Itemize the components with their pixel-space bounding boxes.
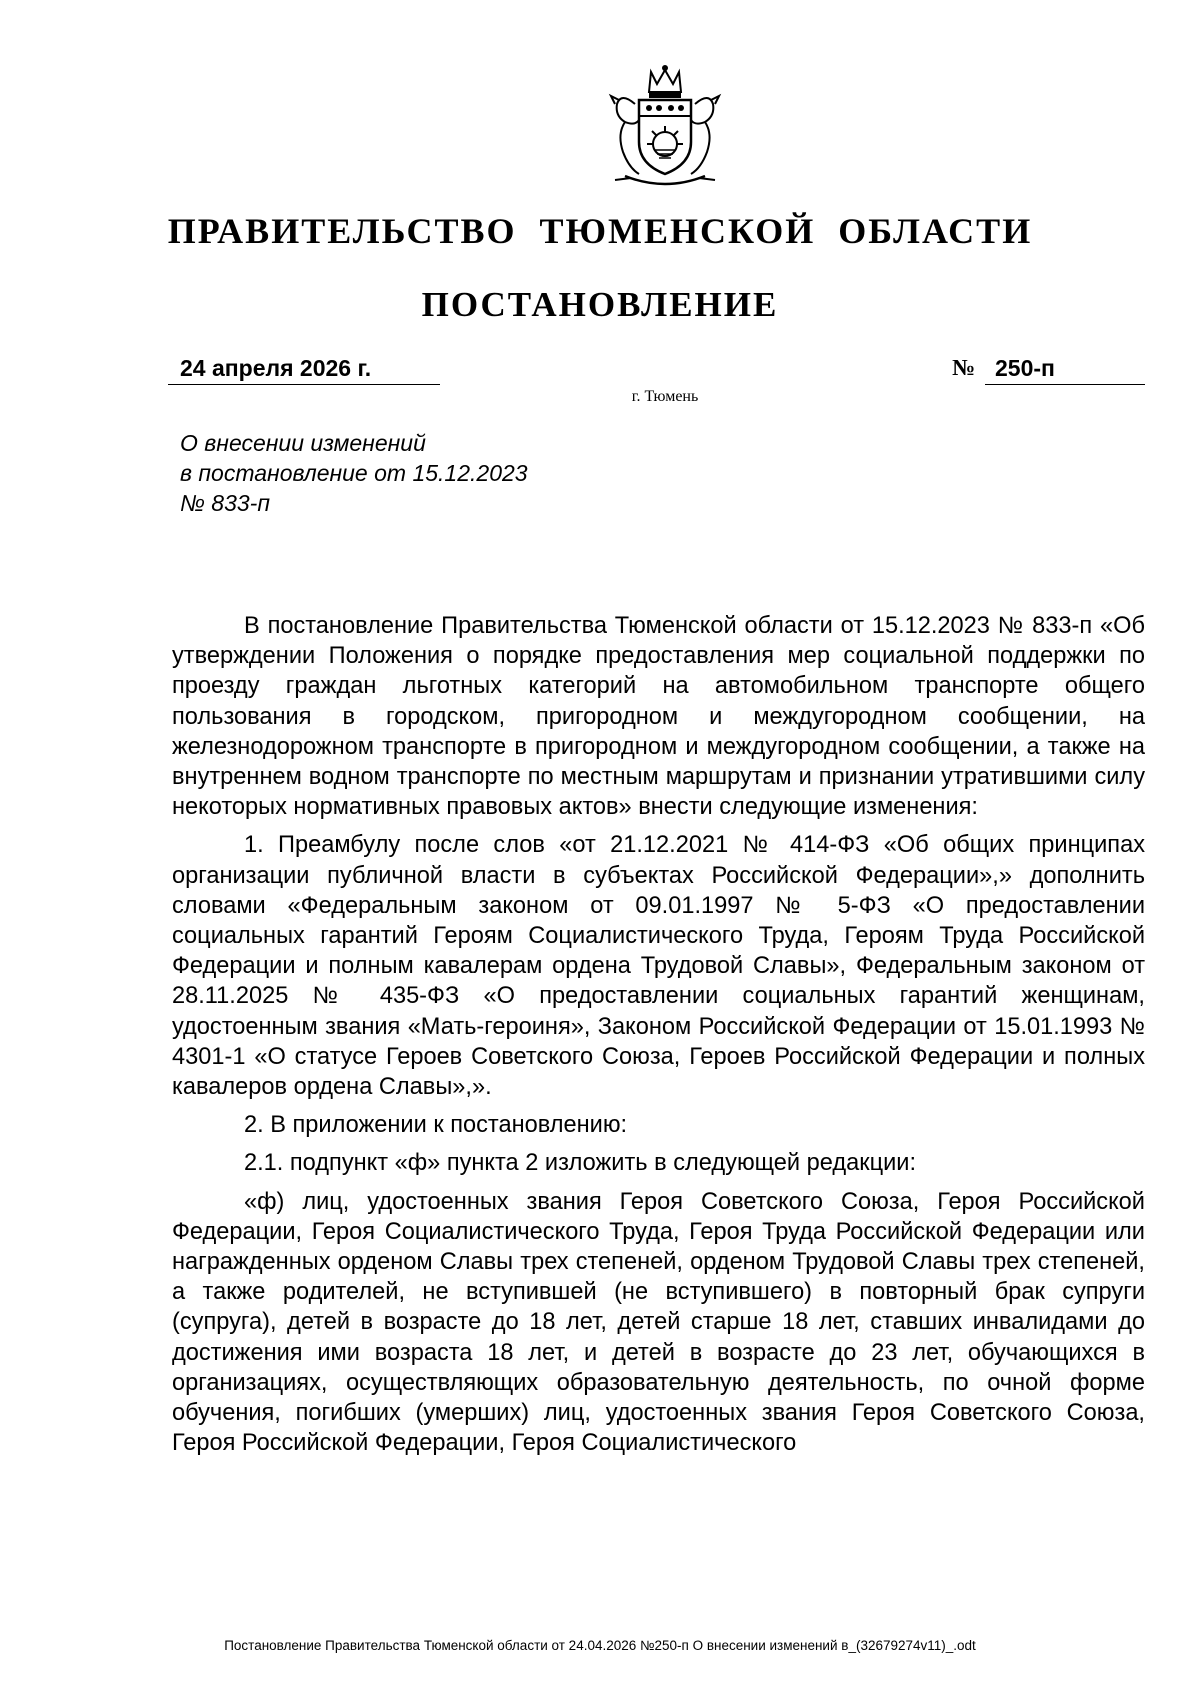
document-number-label: № (952, 355, 976, 380)
coat-of-arms-icon (595, 64, 735, 194)
body-paragraph: 2.1. подпункт «ф» пункта 2 изложить в следующей редакции: (244, 1150, 917, 1177)
body-paragraph: 2. В приложении к постановлению: (244, 1112, 628, 1139)
document-number: 250-п (985, 355, 1145, 385)
document-type-title: ПОСТАНОВЛЕНИЕ (421, 285, 779, 324)
document-date: 24 апреля 2026 г. (168, 355, 440, 385)
organization-title: ПРАВИТЕЛЬСТВО ТЮМЕНСКОЙ ОБЛАСТИ (167, 211, 1033, 251)
body-paragraph: 1. Преамбулу после слов «от 21.12.2021 № 414-ФЗ «Об общих принципах организации публичной власти в субъектах Российской Федерации»,» дополнить словами «Федеральным законом от 09.01.1997 № 5-ФЗ «О предоставлении социальных гарантий Героям Социалистического Труда, Героям Труда Российской Федерации и полным кавалерам ордена Трудовой Славы», Федеральным законом от 28.11.2025 № 435-ФЗ «О предоставлении социальных гарантий женщинам, удостоенным звания «Мать-героиня», Законом Российской Федерации от 15.01.1993 № 4301-1 «О статусе Героев Советского Союза, Героев Российской Федерации и полных кавалеров ордена Славы»,». (172, 832, 1145, 1101)
document-subject (180, 428, 528, 518)
subject-line: № 833-п (180, 490, 270, 516)
body-paragraph: В постановление Правительства Тюменской области от 15.12.2023 № 833-п «Об утверждении Положения о порядке предоставления мер социальной поддержки по проезду граждан льготных категорий на автомобильном транспорте общего пользования в городском, пригородном и междугородном сообщении, на железнодорожном транспорте в пригородном и междугородном сообщении, а также на внутреннем водном транспорте по местным маршрутам и признании утратившими силу некоторых нормативных правовых актов» внести следующие изменения: (172, 613, 1145, 821)
subject-line: в постановление от 15.12.2023 (180, 460, 528, 486)
document-body (172, 611, 1145, 1466)
subject-line: О внесении изменений (180, 430, 426, 456)
body-paragraph: «ф) лиц, удостоенных звания Героя Советского Союза, Героя Российской Федерации, Героя Социалистического Труда, Героя Труда Российской Федерации или награжденных орденом Славы трех степеней, орденом Трудовой Славы трех степеней, а также родителей, не вступившей (не вступившего) в повторный брак супруги (супруга), детей в возрасте до 18 лет, детей старше 18 лет, ставших инвалидами до достижения ими возраста 18 лет, и детей в возрасте до 23 лет, обучающихся в организациях, осуществляющих образовательную деятельность, по очной форме обучения, погибших (умерших) лиц, удостоенных звания Героя Советского Союза, Героя Российской Федерации, Героя Социалистического (172, 1188, 1145, 1457)
document-city: г. Тюмень (631, 388, 699, 405)
document-footer: Постановление Правительства Тюменской области от 24.04.2026 №250-п О внесении изменений в_(32679274v11)_.odt (224, 1638, 976, 1653)
